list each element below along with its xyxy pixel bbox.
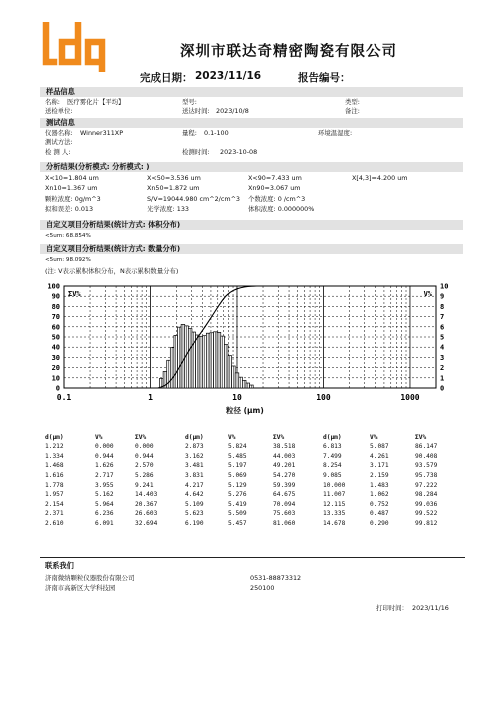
table-cell: 0.944: [95, 452, 114, 460]
table-cell: 5.087: [370, 443, 389, 451]
table-header-cell: V%: [228, 433, 236, 441]
table-cell: 5.457: [228, 520, 247, 528]
env-temp-label: 环境温湿度:: [318, 129, 353, 137]
company-logo: [40, 22, 110, 72]
contact-postcode: 250100: [250, 584, 275, 592]
table-cell: 4.261: [370, 452, 389, 460]
table-cell: 5.419: [228, 500, 247, 508]
table-header-cell: d(μm): [323, 433, 342, 441]
table-cell: 86.147: [415, 443, 438, 451]
test-time-value: 2023-10-08: [220, 148, 258, 156]
table-cell: 32.694: [135, 520, 158, 528]
surface-volume-ratio: S/V=19044.980 cm^2/cm^3: [147, 195, 240, 203]
table-cell: 59.399: [273, 481, 296, 489]
custom-number-section: 自定义项目分析结果(统计方式: 数量分布): [40, 244, 463, 254]
table-cell: 5.129: [228, 481, 247, 489]
x-tick-label: 1000: [400, 393, 420, 402]
table-cell: 5.197: [228, 462, 247, 470]
table-cell: 7.499: [323, 452, 342, 460]
table-cell: 54.270: [273, 472, 296, 480]
table-cell: 5.824: [228, 443, 247, 451]
table-cell: 95.738: [415, 472, 438, 480]
sample-name-label: 名称:: [45, 98, 60, 106]
table-cell: 1.334: [45, 452, 64, 460]
table-cell: 99.812: [415, 520, 438, 528]
type-label: 类型:: [345, 98, 360, 106]
method-label: 测试方法:: [45, 138, 73, 146]
test-info-section: 测试信息: [40, 118, 463, 128]
print-time: 2023/11/16: [412, 604, 449, 612]
number-concentration: 个数浓度: 0 /cm^3: [248, 195, 306, 203]
table-cell: 12.115: [323, 500, 346, 508]
table-row: [45, 500, 465, 510]
table-row: [45, 442, 465, 452]
analysis-section: 分析结果(分析模式: 分析模式: ): [40, 162, 463, 172]
table-cell: 1.212: [45, 443, 64, 451]
table-header-cell: d(μm): [45, 433, 64, 441]
table-cell: 6.091: [95, 520, 114, 528]
table-cell: 0.000: [135, 443, 154, 451]
left-tick-label: 70: [51, 313, 60, 322]
table-header-cell: ΣV%: [415, 433, 427, 441]
table-cell: 99.522: [415, 510, 438, 518]
contact-phone: 0531-88873312: [250, 574, 302, 582]
chart-grid: [64, 286, 436, 388]
legend-note: (注: V表示累积体积分布，N表示累积数量分布): [45, 267, 179, 275]
table-row: [45, 490, 465, 500]
table-cell: 2.154: [45, 500, 64, 508]
table-cell: 0.000: [95, 443, 114, 451]
table-cell: 70.094: [273, 500, 296, 508]
contact-divider: [40, 557, 465, 558]
table-cell: 1.062: [370, 491, 389, 499]
x-tick-label: 10: [232, 393, 242, 402]
custom-volume-value: <5um: 68.854%: [45, 233, 91, 239]
table-cell: 5.286: [135, 472, 154, 480]
table-cell: 9.085: [323, 472, 342, 480]
table-cell: 3.162: [185, 452, 204, 460]
table-row: [45, 471, 465, 481]
table-cell: 64.675: [273, 491, 296, 499]
table-cell: 93.579: [415, 462, 438, 470]
x-axis-label: 粒径 (μm): [226, 406, 264, 415]
table-cell: 2.371: [45, 510, 64, 518]
table-header-cell: ΣV%: [273, 433, 285, 441]
table-cell: 1.483: [370, 481, 389, 489]
table-cell: 3.831: [185, 472, 204, 480]
table-cell: 1.626: [95, 462, 114, 470]
x50: X<50=3.536 um: [147, 174, 201, 182]
left-tick-label: 40: [51, 343, 60, 352]
table-cell: 3.171: [370, 462, 389, 470]
table-cell: 5.109: [185, 500, 204, 508]
table-cell: 5.964: [95, 500, 114, 508]
table-cell: 4.217: [185, 481, 204, 489]
table-cell: 9.241: [135, 481, 154, 489]
optical-concentration: 光学浓度: 133: [147, 205, 189, 213]
volume-bars: [160, 324, 254, 388]
right-tick-label: 4: [440, 343, 445, 352]
table-header-cell: d(μm): [185, 433, 204, 441]
right-tick-label: 3: [440, 353, 445, 362]
table-cell: 13.335: [323, 510, 346, 518]
right-tick-label: 9: [440, 292, 445, 301]
remark-label: 备注:: [345, 107, 360, 115]
completion-date-label: 完成日期：: [140, 72, 193, 84]
table-cell: 5.069: [228, 472, 247, 480]
x10: X<10=1.804 um: [45, 174, 99, 182]
table-cell: 98.284: [415, 491, 438, 499]
left-tick-label: 90: [51, 292, 60, 301]
test-time-label: 检测时间:: [182, 148, 210, 156]
right-tick-label: 8: [440, 302, 445, 311]
sender-label: 送检单位:: [45, 107, 73, 115]
instrument-label: 仪器名称:: [45, 129, 73, 137]
left-tick-label: 10: [51, 374, 60, 383]
table-header-cell: V%: [95, 433, 103, 441]
table-cell: 1.957: [45, 491, 64, 499]
x-tick-label: 1: [148, 393, 153, 402]
left-tick-label: 20: [51, 364, 60, 373]
right-tick-label: 5: [440, 333, 445, 342]
table-cell: 49.201: [273, 462, 296, 470]
x43: X[4,3]=4.200 um: [352, 174, 408, 182]
left-axis-label: ΣV%: [68, 290, 81, 298]
table-cell: 5.276: [228, 491, 247, 499]
right-tick-label: 1: [440, 374, 445, 383]
table-cell: 11.007: [323, 491, 346, 499]
table-cell: 0.487: [370, 510, 389, 518]
particle-size-chart: [30, 278, 470, 418]
x-tick-label: 0.1: [56, 393, 72, 402]
table-header-cell: V%: [370, 433, 378, 441]
table-cell: 0.944: [135, 452, 154, 460]
table-cell: 1.468: [45, 462, 64, 470]
table-cell: 6.190: [185, 520, 204, 528]
company-name: 深圳市联达奇精密陶瓷有限公司: [180, 43, 397, 60]
table-cell: 97.222: [415, 481, 438, 489]
left-tick-label: 30: [51, 353, 60, 362]
right-tick-label: 2: [440, 364, 445, 373]
custom-volume-section: 自定义项目分析结果(统计方式: 体积分布): [40, 220, 463, 230]
table-cell: 5.485: [228, 452, 247, 460]
send-time-label: 送达时间:: [182, 107, 210, 115]
table-cell: 10.000: [323, 481, 346, 489]
table-cell: 5.623: [185, 510, 204, 518]
sample-name-value: 医疗雾化片【平均】: [67, 98, 125, 106]
right-axis-label: V%: [423, 290, 432, 298]
instrument-value: Winner311XP: [80, 129, 124, 137]
contact-section: 联系我们: [45, 561, 74, 570]
table-cell: 3.955: [95, 481, 114, 489]
table-cell: 1.778: [45, 481, 64, 489]
fit-error: 拟和误差: 0.013: [45, 205, 94, 213]
report-number-label: 报告编号：: [298, 72, 351, 84]
range-label: 量程:: [182, 129, 197, 137]
x90: X<90=7.433 um: [248, 174, 302, 182]
distribution-table: [45, 432, 465, 528]
table-cell: 8.254: [323, 462, 342, 470]
table-cell: 2.873: [185, 443, 204, 451]
table-cell: 38.518: [273, 443, 296, 451]
table-cell: 2.717: [95, 472, 114, 480]
table-cell: 0.290: [370, 520, 389, 528]
table-cell: 6.236: [95, 510, 114, 518]
particle-concentration: 颗粒浓度: 0g/m^3: [45, 195, 101, 203]
table-cell: 90.408: [415, 452, 438, 460]
table-cell: 81.060: [273, 520, 296, 528]
table-cell: 26.603: [135, 510, 158, 518]
table-cell: 99.036: [415, 500, 438, 508]
table-row: [45, 509, 465, 519]
table-cell: 6.813: [323, 443, 342, 451]
left-tick-label: 100: [47, 282, 60, 291]
contact-company: 济南微纳颗粒仪器股份有限公司: [45, 574, 135, 582]
table-cell: 14.403: [135, 491, 158, 499]
right-tick-label: 7: [440, 313, 445, 322]
table-row: [45, 461, 465, 471]
xn50: Xn50=1.872 um: [147, 184, 200, 192]
table-cell: 14.678: [323, 520, 346, 528]
table-cell: 0.752: [370, 500, 389, 508]
custom-number-value: <5um: 98.092%: [45, 257, 91, 263]
xn90: Xn90=3.067 um: [248, 184, 301, 192]
table-cell: 2.159: [370, 472, 389, 480]
right-tick-label: 6: [440, 323, 445, 332]
table-cell: 2.570: [135, 462, 154, 470]
sample-info-section: 样品信息: [40, 87, 463, 97]
table-cell: 1.616: [45, 472, 64, 480]
table-cell: 5.162: [95, 491, 114, 499]
left-tick-label: 50: [51, 333, 60, 342]
table-cell: 44.003: [273, 452, 296, 460]
table-cell: 75.603: [273, 510, 296, 518]
xn10: Xn10=1.367 um: [45, 184, 98, 192]
table-row: [45, 480, 465, 490]
table-row: [45, 452, 465, 462]
volume-concentration: 体积浓度: 0.000000%: [248, 205, 315, 213]
table-header-cell: ΣV%: [135, 433, 147, 441]
table-cell: 3.481: [185, 462, 204, 470]
model-label: 型号:: [182, 98, 197, 106]
table-cell: 2.610: [45, 520, 64, 528]
table-cell: 20.367: [135, 500, 158, 508]
contact-address: 济南市高新区大学科技园: [45, 584, 116, 592]
right-tick-label: 0: [440, 384, 445, 393]
x-tick-label: 100: [316, 393, 331, 402]
table-row: [45, 519, 465, 529]
range-value: 0.1-100: [204, 129, 229, 137]
send-time-value: 2023/10/8: [216, 107, 249, 115]
print-time-label: 打印时间：: [376, 604, 408, 612]
table-cell: 4.642: [185, 491, 204, 499]
completion-date: 2023/11/16: [195, 70, 262, 82]
inspector-label: 检 测 人:: [45, 148, 71, 156]
table-cell: 5.509: [228, 510, 247, 518]
right-tick-label: 10: [440, 282, 449, 291]
table-header-row: [45, 432, 465, 442]
left-tick-label: 80: [51, 302, 60, 311]
left-tick-label: 0: [55, 384, 60, 393]
left-tick-label: 60: [51, 323, 60, 332]
